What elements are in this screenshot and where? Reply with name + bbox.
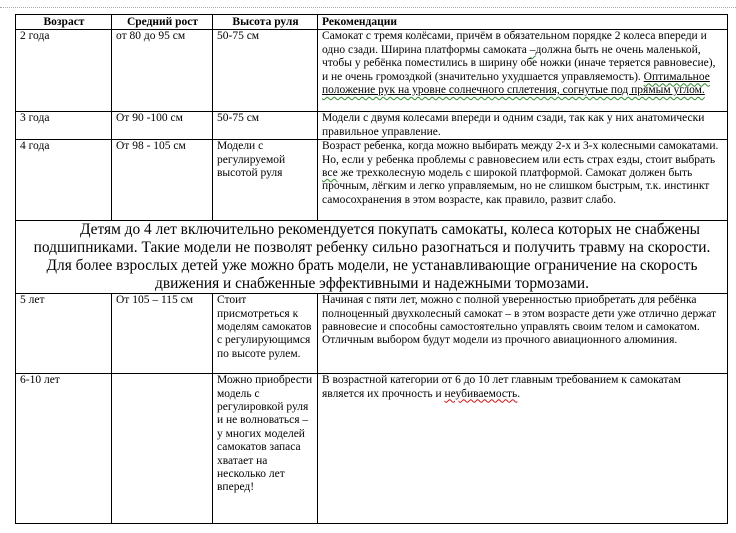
cell-handlebar-6-10yr: Можно приобрести модель с регулировкой руля и не волноваться – у многих моделей самокатов запаса хватает на несколько лет вперед! [213, 374, 318, 524]
grammar-flagged-phrase: Оптимальное положение рук на уровне солнечного сплетения, согнутые под прямым углом. [322, 70, 710, 97]
cell-age-4yr: 4 года [16, 140, 112, 221]
cell-height-2yr: от 80 до 95 см [112, 30, 213, 112]
cell-age-3yr: 3 года [16, 112, 112, 140]
cell-age-6-10yr: 6-10 лет [16, 374, 112, 524]
cell-recommendations-4yr [318, 140, 728, 221]
spelling-flagged-word: неубиваемость [444, 387, 518, 400]
cell-height-5yr: От 105 – 115 см [112, 294, 213, 374]
table-row-6-10yr [16, 374, 728, 524]
cell-recommendations-2yr [318, 30, 728, 112]
rec-text: должна быть не очень маленькой, чтобы у ребёнка поместились в ширину обе ножки (иначе теряется равновесие), и не очень громоздкой (значительно ухудшается управляемость). [322, 43, 716, 83]
table-row-2yr [16, 30, 728, 112]
scooter-age-table [15, 14, 728, 524]
cell-handlebar-4yr: Модели с регулируемой высотой руля [213, 140, 318, 221]
cell-age-2yr: 2 года [16, 30, 112, 112]
note-paragraph: Детям до 4 лет включительно рекомендуется покупать самокаты, колеса которых не снабжены подшипниками. Такие модели не позволят ребенку сильно разогнаться и получить травму на скорости. Для более взрослых детей уже можно брать модели, не устанавливающие ограничение на скорость движения и снабженные эффективными и надежными тормозами. [33, 221, 711, 293]
cell-age-5yr: 5 лет [16, 294, 112, 374]
cell-height-3yr: От 90 -100 см [112, 112, 213, 140]
grammar-flagged-word: все [322, 167, 338, 180]
header-handlebar-height: Высота руля [213, 15, 318, 30]
cell-handlebar-3yr: 50-75 см [213, 112, 318, 140]
rec-text: Самокат с тремя колёсами, причём в обязательном порядке 2 колеса впереди и одно сзади. Ширина платформы самоката [322, 30, 707, 56]
header-average-height: Средний рост [112, 15, 213, 30]
cell-handlebar-2yr: 50-75 см [213, 30, 318, 112]
cell-recommendations-6-10yr [318, 374, 728, 524]
cell-note-merged [16, 221, 728, 294]
table-row-5yr [16, 294, 728, 374]
text-boundary-line [0, 7, 736, 8]
cell-handlebar-5yr: Стоит присмотреться к моделям самокатов с регулирующимся по высоте рулем. [213, 294, 318, 374]
rec-text: . [517, 387, 521, 400]
table-row-4yr [16, 140, 728, 221]
header-row [16, 15, 728, 30]
cell-height-4yr: От 98 - 105 см [112, 140, 213, 221]
grammar-flagged-dash: – [529, 43, 536, 56]
header-recommendations: Рекомендации [318, 15, 728, 30]
table-row-note [16, 221, 728, 294]
header-age: Возраст [16, 15, 112, 30]
table-row-3yr [16, 112, 728, 140]
rec-text: Возраст ребенка, когда можно выбирать между 2-х и 3-х колесными самокатами. Но, если у ребенка проблемы с равновесием или есть страх езды, стоит выбрать [322, 140, 719, 166]
rec-text: В возрастной категории от 6 до 10 лет главным требованием к самокатам является их прочность и [322, 374, 681, 400]
rec-text: же трехколесную модель с широкой платформой. Самокат должен быть прочным, лёгким и легко управляемым, но не слишком быстрым, т.к. инстинкт самосохранения в этом возрасте, как правило, развит слабо. [322, 167, 710, 206]
cell-recommendations-3yr: Модели с двумя колесами впереди и одним сзади, так как у них анатомически правильное управление. [318, 112, 728, 140]
cell-height-6-10yr [112, 374, 213, 524]
cell-recommendations-5yr: Начиная с пяти лет, можно с полной уверенностью приобретать для ребёнка полноценный двухколесный самокат – в этом возрасте дети уже отлично держат равновесие и способны самостоятельно управлять своим телом и самокатом. Отличным выбором будут модели из прочного авиационного алюминия. [318, 294, 728, 374]
